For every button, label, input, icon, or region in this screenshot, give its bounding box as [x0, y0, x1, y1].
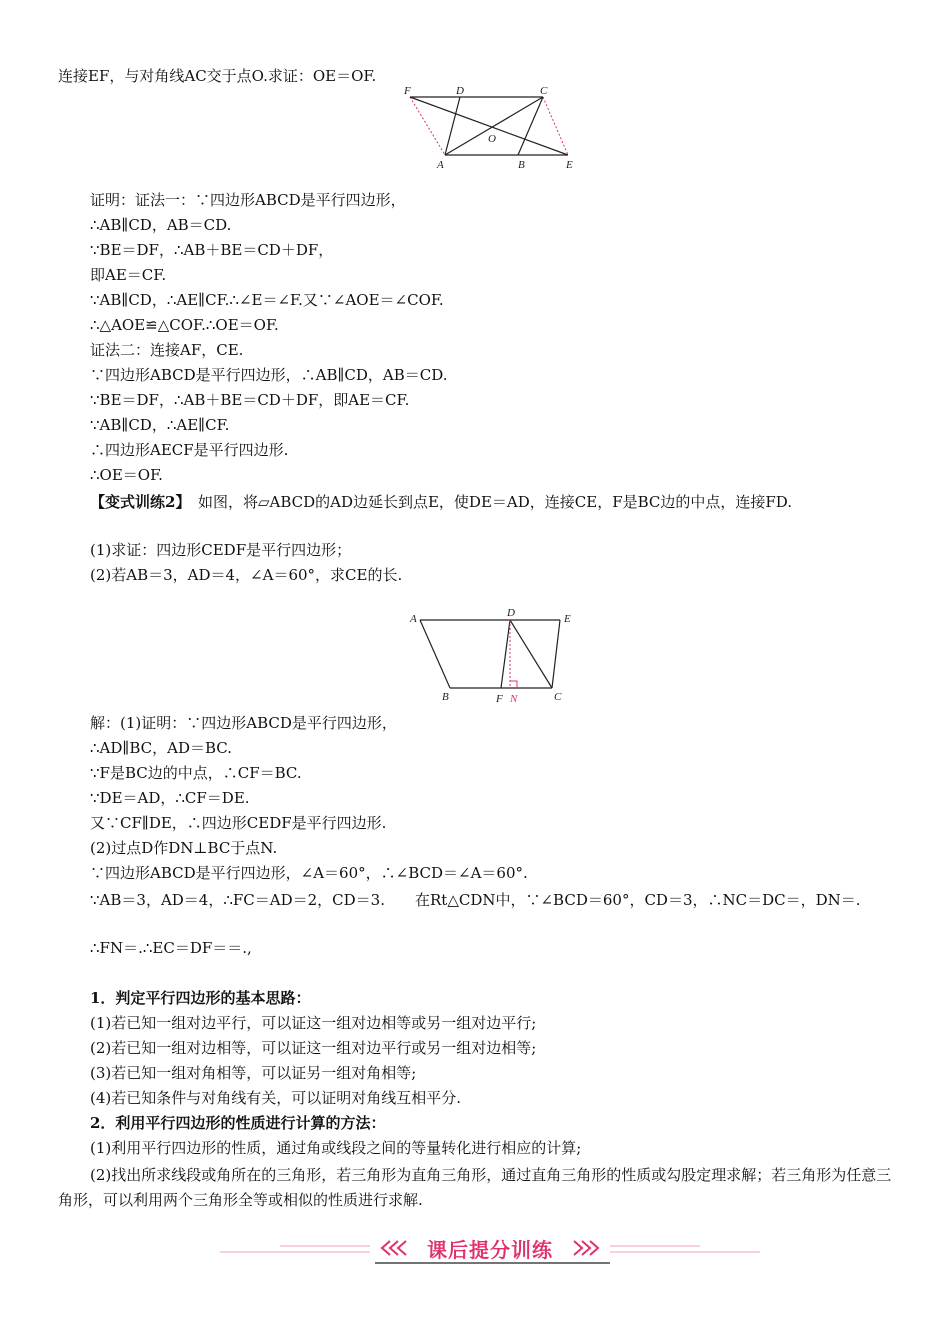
summary-item: (1)若已知一组对边平行，可以证这一组对边相等或另一组对边平行;: [90, 1014, 537, 1032]
proof-line: ∵BE＝DF，∴AB＋BE＝CD＋DF，即AE＝CF.: [90, 391, 410, 409]
proof-line: ∴△AOE≌△COF.∴OE＝OF.: [90, 316, 279, 334]
summary-heading-1: 1．判定平行四边形的基本思路：: [90, 989, 311, 1007]
fig1-label-d: D: [456, 85, 464, 97]
fig2-label-a: A: [410, 613, 417, 625]
summary-item: (4)若已知条件与对角线有关，可以证明对角线互相平分.: [90, 1089, 462, 1107]
proof-line: ∵四边形ABCD是平行四边形，∴AB∥CD，AB＝CD.: [90, 366, 448, 384]
problem2-statement: [58, 490, 894, 515]
summary-heading-2: 2．利用平行四边形的性质进行计算的方法：: [90, 1114, 386, 1132]
solution-line: (2)过点D作DN⊥BC于点N.: [90, 839, 278, 857]
solution-line: ∵F是BC边的中点，∴CF＝BC.: [90, 764, 302, 782]
problem1-statement: 连接EF，与对角线AC交于点O.求证：OE＝OF.: [58, 67, 377, 85]
solution-line: ∵四边形ABCD是平行四边形，∠A＝60°，∴∠BCD＝∠A＝60°.: [90, 864, 528, 882]
solution-line: 解：(1)证明：∵四边形ABCD是平行四边形，: [90, 714, 397, 732]
proof-line: ∴OE＝OF.: [90, 466, 163, 484]
parallelogram-figure-2: [400, 604, 585, 706]
proof-line: ∵AB∥CD，∴AE∥CF.∴∠E＝∠F.又∵∠AOE＝∠COF.: [90, 291, 444, 309]
fig1-label-b: B: [518, 159, 525, 171]
proof-line: ∴AB∥CD，AB＝CD.: [90, 216, 232, 234]
summary-item: (2)若已知一组对边相等，可以证这一组对边平行或另一组对边相等;: [90, 1039, 537, 1057]
fig1-label-o: O: [488, 133, 496, 145]
proof-line: ∵BE＝DF，∴AB＋BE＝CD＋DF，: [90, 241, 334, 259]
solution-line: 又∵CF∥DE，∴四边形CEDF是平行四边形.: [90, 814, 387, 832]
summary-item: (3)若已知一组对角相等，可以证另一组对角相等;: [90, 1064, 417, 1082]
fig1-label-c: C: [540, 85, 548, 97]
solution-last-line: ∴FN＝.∴EC＝DF＝＝.,: [90, 939, 252, 957]
solution-line: ∴AD∥BC，AD＝BC.: [90, 739, 232, 757]
fig2-label-b: B: [442, 691, 449, 703]
problem2-text: 如图，将▱ABCD的AD边延长到点E，使DE＝AD，连接CE，F是BC边的中点，连接FD.: [182, 493, 793, 511]
proof-line: 证法二：连接AF，CE.: [90, 341, 244, 359]
problem2-part: (1)求证：四边形CEDF是平行四边形；: [90, 541, 352, 559]
summary-item: (2)找出所求线段或角所在的三角形，若三角形为直角三角形，通过直角三角形的性质或勾股定理求解；若三角形为任意三角形，可以利用两个三角形全等或相似的性质进行求解.: [58, 1166, 892, 1209]
fig2-label-e: E: [564, 613, 571, 625]
summary-item: (1)利用平行四边形的性质，通过角或线段之间的等量转化进行相应的计算;: [90, 1139, 582, 1157]
parallelogram-figure-1: [400, 82, 590, 172]
proof-line: 证明：证法一：∵四边形ABCD是平行四边形，: [90, 191, 406, 209]
problem2-tag: 【变式训练2】: [90, 493, 183, 511]
fig1-label-e: E: [566, 159, 573, 171]
problem2-part: (2)若AB＝3，AD＝4，∠A＝60°，求CE的长.: [90, 566, 403, 584]
solution-long-line: ∵AB＝3，AD＝4，∴FC＝AD＝2，CD＝3. 在Rt△CDN中，∵∠BCD＝60°，CD＝3，∴NC＝DC＝，DN＝.: [90, 891, 861, 909]
fig2-label-n: N: [510, 693, 518, 705]
banner-title: 课后提分训练: [427, 1238, 553, 1262]
section-banner: [220, 1232, 760, 1266]
solution-line: ∵DE＝AD，∴CF＝DE.: [90, 789, 250, 807]
proof-line: ∵AB∥CD，∴AE∥CF.: [90, 416, 230, 434]
proof-line: 即AE＝CF.: [90, 266, 167, 284]
proof-line: ∴四边形AECF是平行四边形.: [90, 441, 289, 459]
fig2-label-c: C: [554, 691, 562, 703]
fig1-label-a: A: [437, 159, 444, 171]
fig2-label-d: D: [507, 607, 515, 619]
fig2-label-f: F: [496, 693, 503, 705]
fig1-label-f: F: [404, 85, 411, 97]
